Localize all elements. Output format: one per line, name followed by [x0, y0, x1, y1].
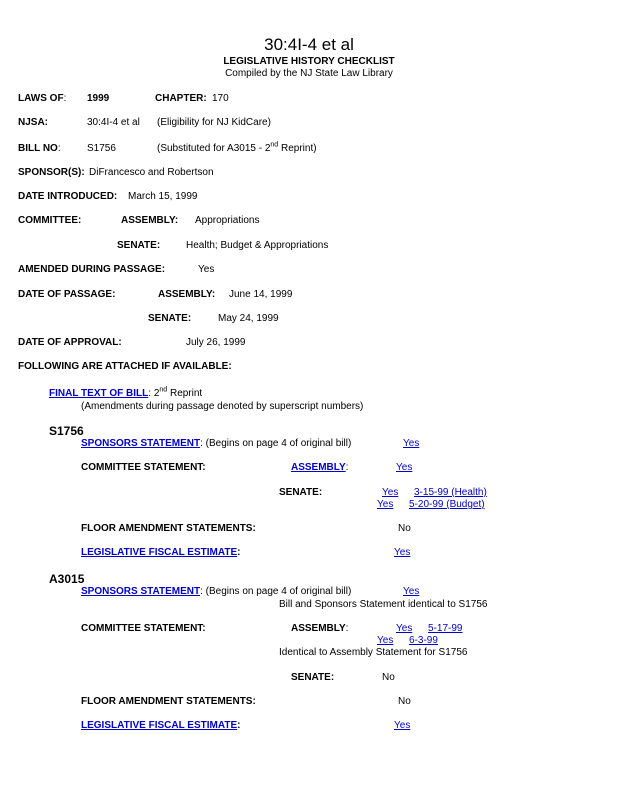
laws-of-colon: : — [63, 93, 67, 104]
s1756-fiscal-row — [81, 547, 240, 559]
a3015-heading: A3015 — [49, 572, 85, 586]
passage-senate-value: May 24, 1999 — [218, 313, 279, 324]
s1756-sponsors-note: : (Begins on page 4 of original bill) — [200, 438, 352, 449]
a3015-sponsors-link[interactable]: SPONSORS STATEMENT — [81, 586, 201, 597]
s1756-floor-value: No — [398, 523, 411, 534]
njsa-label: NJSA: — [18, 117, 49, 128]
a3015-assembly-date-1[interactable]: 5-17-99 — [428, 623, 463, 634]
a3015-sponsors-note: : (Begins on page 4 of original bill) — [200, 586, 352, 597]
njsa-description: (Eligibility for NJ KidCare) — [157, 117, 271, 128]
committee-senate-label: SENATE: — [117, 240, 161, 251]
passage-assembly-label: ASSEMBLY: — [158, 289, 216, 300]
laws-of-row — [18, 93, 66, 105]
s1756-sponsors-yes[interactable]: Yes — [403, 438, 420, 449]
date-introduced-value: March 15, 1999 — [128, 191, 198, 202]
passage-assembly-value: June 14, 1999 — [229, 289, 293, 300]
final-text-suffix: Reprint — [167, 388, 203, 399]
document-subtitle: LEGISLATIVE HISTORY CHECKLIST — [223, 56, 395, 67]
chapter-value: 170 — [212, 93, 229, 104]
s1756-senate-date-2[interactable]: 5-20-99 (Budget) — [409, 499, 485, 510]
date-of-passage-label: DATE OF PASSAGE: — [18, 289, 116, 300]
a3015-sponsors-yes[interactable]: Yes — [403, 586, 420, 597]
s1756-sponsors-row — [81, 438, 351, 450]
amended-label: AMENDED DURING PASSAGE: — [18, 264, 166, 275]
a3015-assembly-identical: Identical to Assembly Statement for S1756 — [279, 647, 468, 658]
s1756-senate-yes-2[interactable]: Yes — [377, 499, 394, 510]
njsa-value: 30:4I-4 et al — [87, 117, 140, 128]
final-text-colon: : 2 — [148, 388, 160, 399]
s1756-heading: S1756 — [49, 424, 84, 438]
a3015-fiscal-colon: : — [237, 720, 241, 731]
a3015-assembly-yes-1[interactable]: Yes — [396, 623, 413, 634]
committee-assembly-label: ASSEMBLY: — [121, 215, 179, 226]
a3015-assembly-label: ASSEMBLY — [291, 623, 346, 634]
s1756-assembly-yes[interactable]: Yes — [396, 462, 413, 473]
chapter-label: CHAPTER: — [155, 93, 207, 104]
sponsors-value: DiFrancesco and Robertson — [89, 167, 214, 178]
page-title: 30:4I-4 et al — [264, 35, 354, 54]
a3015-sponsors-row — [81, 586, 351, 598]
committee-senate-value: Health; Budget & Appropriations — [186, 240, 329, 251]
bill-no-label: BILL NO — [18, 143, 58, 154]
date-of-approval-value: July 26, 1999 — [186, 337, 246, 348]
s1756-assembly-row — [291, 462, 348, 474]
committee-assembly-value: Appropriations — [195, 215, 260, 226]
a3015-committee-label: COMMITTEE STATEMENT: — [81, 623, 206, 634]
date-introduced-label: DATE INTRODUCED: — [18, 191, 118, 202]
a3015-assembly-colon: : — [345, 623, 349, 634]
a3015-identical-note: Bill and Sponsors Statement identical to S1756 — [279, 599, 488, 610]
s1756-floor-label: FLOOR AMENDMENT STATEMENTS: — [81, 523, 256, 534]
s1756-fiscal-colon: : — [237, 547, 241, 558]
substituted-sup: nd — [270, 141, 279, 149]
final-text-sup: nd — [159, 386, 168, 394]
laws-of-year: 1999 — [87, 93, 110, 104]
a3015-senate-label: SENATE: — [291, 672, 335, 683]
compiled-by: Compiled by the NJ State Law Library — [225, 68, 393, 79]
a3015-floor-label: FLOOR AMENDMENT STATEMENTS: — [81, 696, 256, 707]
bill-no-colon: : — [57, 143, 61, 154]
a3015-fiscal-row — [81, 720, 240, 732]
date-of-approval-label: DATE OF APPROVAL: — [18, 337, 122, 348]
attached-label: FOLLOWING ARE ATTACHED IF AVAILABLE: — [18, 361, 232, 372]
sponsors-label: SPONSOR(S): — [18, 167, 85, 178]
bill-no-value: S1756 — [87, 143, 116, 154]
s1756-sponsors-link[interactable]: SPONSORS STATEMENT — [81, 438, 201, 449]
a3015-floor-value: No — [398, 696, 411, 707]
final-text-row — [49, 388, 202, 400]
s1756-senate-label: SENATE: — [279, 487, 323, 498]
substituted-text: (Substituted for A3015 - 2 — [157, 143, 271, 154]
committee-label: COMMITTEE: — [18, 215, 82, 226]
laws-of-label: LAWS OF — [18, 93, 64, 104]
a3015-fiscal-link[interactable]: LEGISLATIVE FISCAL ESTIMATE — [81, 720, 238, 731]
substituted-suffix: Reprint) — [278, 143, 317, 154]
bill-no-row — [18, 143, 61, 155]
a3015-assembly-row — [291, 623, 348, 635]
s1756-senate-yes-1[interactable]: Yes — [382, 487, 399, 498]
substituted-note — [157, 143, 317, 155]
s1756-assembly-link[interactable]: ASSEMBLY — [291, 462, 346, 473]
a3015-assembly-yes-2[interactable]: Yes — [377, 635, 394, 646]
a3015-senate-value: No — [382, 672, 395, 683]
passage-senate-label: SENATE: — [148, 313, 192, 324]
s1756-senate-date-1[interactable]: 3-15-99 (Health) — [414, 487, 487, 498]
final-text-link[interactable]: FINAL TEXT OF BILL — [49, 388, 149, 399]
s1756-committee-label: COMMITTEE STATEMENT: — [81, 462, 206, 473]
s1756-fiscal-link[interactable]: LEGISLATIVE FISCAL ESTIMATE — [81, 547, 238, 558]
final-text-note: (Amendments during passage denoted by superscript numbers) — [81, 401, 364, 412]
a3015-fiscal-yes[interactable]: Yes — [394, 720, 411, 731]
s1756-assembly-colon: : — [345, 462, 349, 473]
amended-value: Yes — [198, 264, 215, 275]
a3015-assembly-date-2[interactable]: 6-3-99 — [409, 635, 438, 646]
s1756-fiscal-yes[interactable]: Yes — [394, 547, 411, 558]
